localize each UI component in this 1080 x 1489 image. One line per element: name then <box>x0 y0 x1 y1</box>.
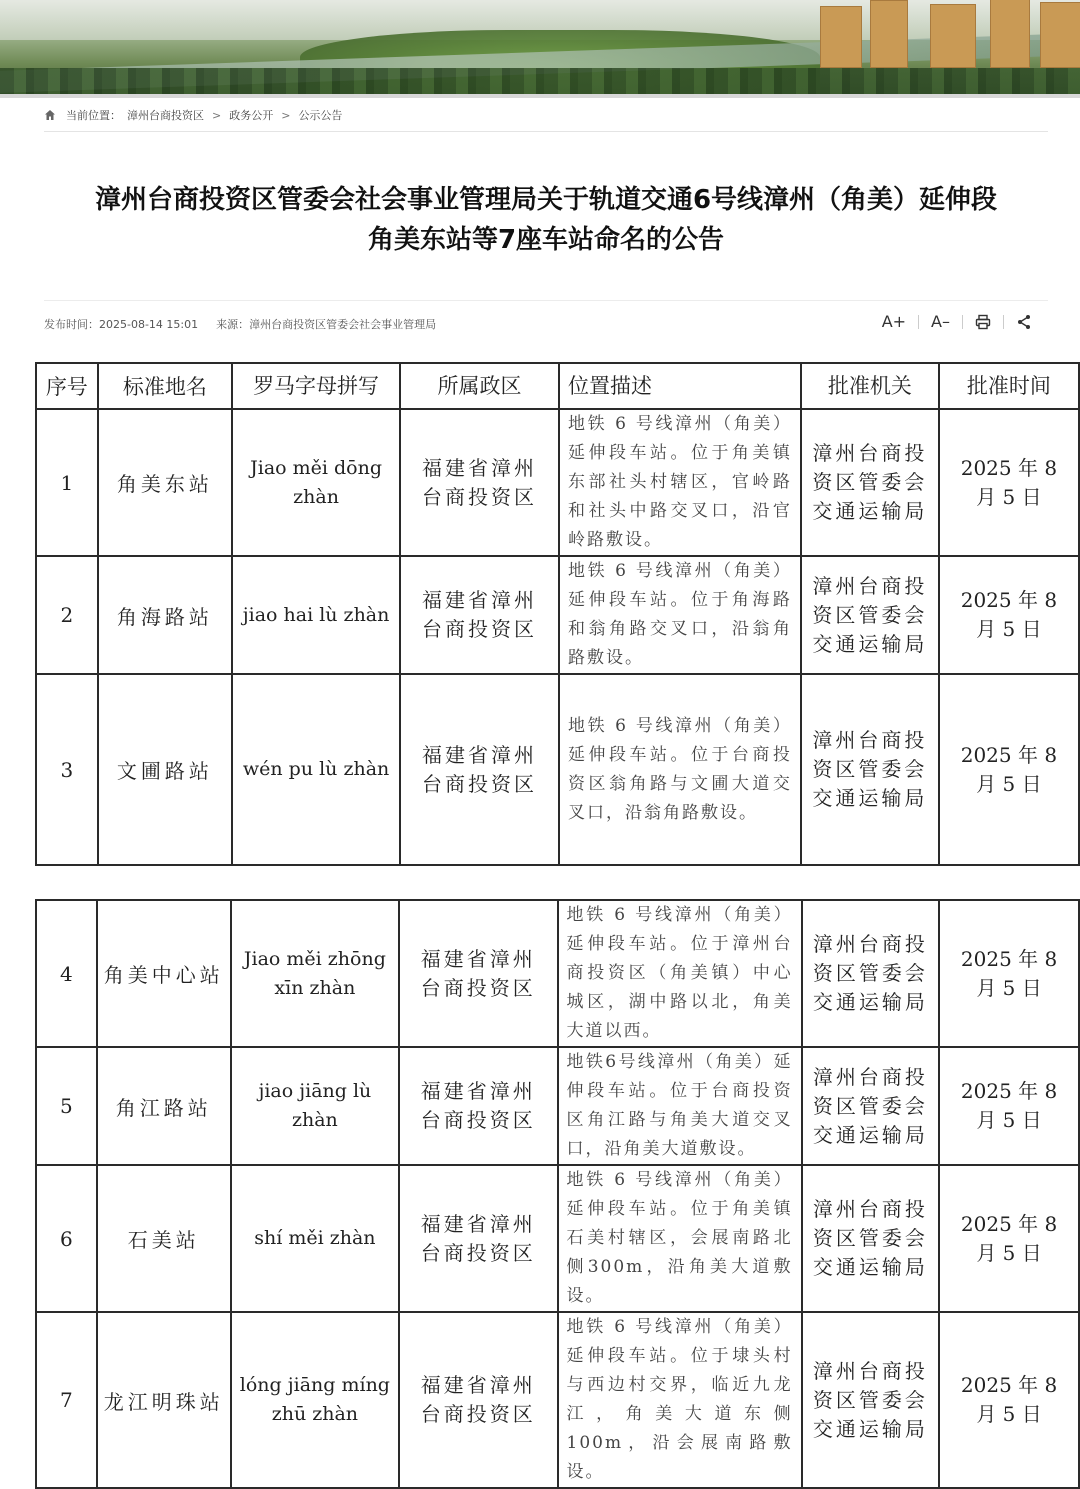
article-toolbar <box>870 312 1044 331</box>
breadcrumb-item-announcements[interactable]: 公示公告 <box>298 109 343 122</box>
cell-description: 地铁 6 号线漳州（角美）延伸段车站。位于埭头村与西边村交界，临近九龙江，角美大道东侧 100m，沿会展南路敷设。 <box>558 1312 802 1488</box>
article-meta <box>44 316 436 332</box>
cell-description: 地铁6号线漳州（角美）延伸段车站。位于台商投资区角江路与角美大道交叉口，沿角美大道敷设。 <box>558 1047 802 1165</box>
cell-roman: wén pu lù zhàn <box>232 674 400 865</box>
table-row <box>36 556 1079 674</box>
header-location: 位置描述 <box>559 363 801 409</box>
cell-district: 福建省漳州台商投资区 <box>400 409 559 556</box>
cell-description: 地铁 6 号线漳州（角美）延伸段车站。位于角海路和翁角路交叉口，沿翁角路敷设。 <box>559 556 801 674</box>
header-no: 序号 <box>36 363 98 409</box>
cell-name: 角江路站 <box>97 1047 231 1165</box>
cell-district: 福建省漳州台商投资区 <box>399 1047 558 1165</box>
cell-roman: Jiao měi dōng zhàn <box>232 409 400 556</box>
table-row <box>36 1047 1079 1165</box>
cell-authority: 漳州台商投资区管委会交通运输局 <box>801 409 939 556</box>
cell-roman: lóng jiāng míng zhū zhàn <box>231 1312 399 1488</box>
station-naming-table <box>35 362 1080 866</box>
cell-authority: 漳州台商投资区管委会交通运输局 <box>802 1312 939 1488</box>
cell-district: 福建省漳州台商投资区 <box>400 556 559 674</box>
cell-name: 龙江明珠站 <box>97 1312 231 1488</box>
cell-date: 2025 年 8 月 5 日 <box>939 409 1079 556</box>
cell-date: 2025 年 8 月 5 日 <box>939 1165 1079 1312</box>
cell-name: 文圃路站 <box>98 674 233 865</box>
cell-description: 地铁 6 号线漳州（角美）延伸段车站。位于角美镇石美村辖区，会展南路北侧300m，沿角美大道敷设。 <box>558 1165 802 1312</box>
cell-no: 1 <box>36 409 98 556</box>
page-title-line-2: 角美东站等7座车站命名的公告 <box>367 225 725 255</box>
header-district: 所属政区 <box>400 363 559 409</box>
cell-district: 福建省漳州台商投资区 <box>400 674 559 865</box>
cell-roman: jiao hai lù zhàn <box>232 556 400 674</box>
cell-date: 2025 年 8 月 5 日 <box>939 900 1079 1047</box>
breadcrumb-prefix: 当前位置： <box>66 109 121 122</box>
breadcrumb-separator: > <box>212 108 222 122</box>
cell-no: 3 <box>36 674 98 865</box>
header-standard-name: 标准地名 <box>98 363 233 409</box>
cell-name: 角美东站 <box>98 409 233 556</box>
publish-time: 发布时间：2025-08-14 15:01 <box>44 318 199 331</box>
breadcrumb <box>44 106 342 124</box>
cell-date: 2025 年 8 月 5 日 <box>939 556 1079 674</box>
cell-name: 角海路站 <box>98 556 233 674</box>
cell-roman: jiao jiāng lù zhàn <box>231 1047 399 1165</box>
page-title <box>44 180 1048 260</box>
cell-authority: 漳州台商投资区管委会交通运输局 <box>802 1047 939 1165</box>
printer-icon[interactable] <box>963 314 1003 330</box>
share-icon[interactable] <box>1004 314 1044 330</box>
header-banner-image <box>0 0 1080 98</box>
cell-roman: shí měi zhàn <box>231 1165 399 1312</box>
font-decrease-button[interactable]: A– <box>931 312 950 331</box>
cell-date: 2025 年 8 月 5 日 <box>939 674 1079 865</box>
cell-name: 石美站 <box>97 1165 231 1312</box>
home-icon[interactable] <box>44 109 56 121</box>
divider <box>44 131 1048 132</box>
station-naming-table-continued <box>35 899 1080 1489</box>
table-row <box>36 900 1079 1047</box>
cell-no: 2 <box>36 556 98 674</box>
page-title-line-1: 漳州台商投资区管委会社会事业管理局关于轨道交通6号线漳州（角美）延伸段 <box>94 185 998 215</box>
table-row <box>36 1165 1079 1312</box>
cell-district: 福建省漳州台商投资区 <box>399 900 558 1047</box>
font-increase-button[interactable]: A+ <box>881 312 907 331</box>
table-header-row <box>36 363 1079 409</box>
cell-description: 地铁 6 号线漳州（角美）延伸段车站。位于漳州台商投资区（角美镇）中心城区，湖中路以北，角美大道以西。 <box>558 900 802 1047</box>
cell-no: 6 <box>36 1165 97 1312</box>
cell-roman: Jiao měi zhōng xīn zhàn <box>231 900 399 1047</box>
header-approval-date: 批准时间 <box>939 363 1079 409</box>
cell-date: 2025 年 8 月 5 日 <box>939 1047 1079 1165</box>
cell-name: 角美中心站 <box>97 900 231 1047</box>
cell-authority: 漳州台商投资区管委会交通运输局 <box>802 1165 939 1312</box>
table-row <box>36 674 1079 865</box>
cell-district: 福建省漳州台商投资区 <box>399 1312 558 1488</box>
cell-no: 5 <box>36 1047 97 1165</box>
table-row <box>36 409 1079 556</box>
divider <box>44 300 1048 301</box>
cell-authority: 漳州台商投资区管委会交通运输局 <box>801 674 939 865</box>
cell-district: 福建省漳州台商投资区 <box>399 1165 558 1312</box>
cell-date: 2025 年 8 月 5 日 <box>939 1312 1079 1488</box>
cell-no: 7 <box>36 1312 97 1488</box>
cell-description: 地铁 6 号线漳州（角美）延伸段车站。位于角美镇东部社头村辖区，官岭路和社头中路交叉口，沿官岭路敷设。 <box>559 409 801 556</box>
breadcrumb-item-home[interactable]: 漳州台商投资区 <box>127 109 204 122</box>
breadcrumb-separator: > <box>281 108 291 122</box>
cell-description: 地铁 6 号线漳州（角美）延伸段车站。位于台商投资区翁角路与文圃大道交叉口，沿翁角路敷设。 <box>559 674 801 865</box>
cell-authority: 漳州台商投资区管委会交通运输局 <box>801 556 939 674</box>
table-row <box>36 1312 1079 1488</box>
breadcrumb-item-gov-affairs[interactable]: 政务公开 <box>229 109 274 122</box>
header-romanization: 罗马字母拼写 <box>232 363 400 409</box>
article-source: 来源：漳州台商投资区管委会社会事业管理局 <box>216 318 437 331</box>
cell-no: 4 <box>36 900 97 1047</box>
header-approval-authority: 批准机关 <box>801 363 939 409</box>
cell-authority: 漳州台商投资区管委会交通运输局 <box>802 900 939 1047</box>
